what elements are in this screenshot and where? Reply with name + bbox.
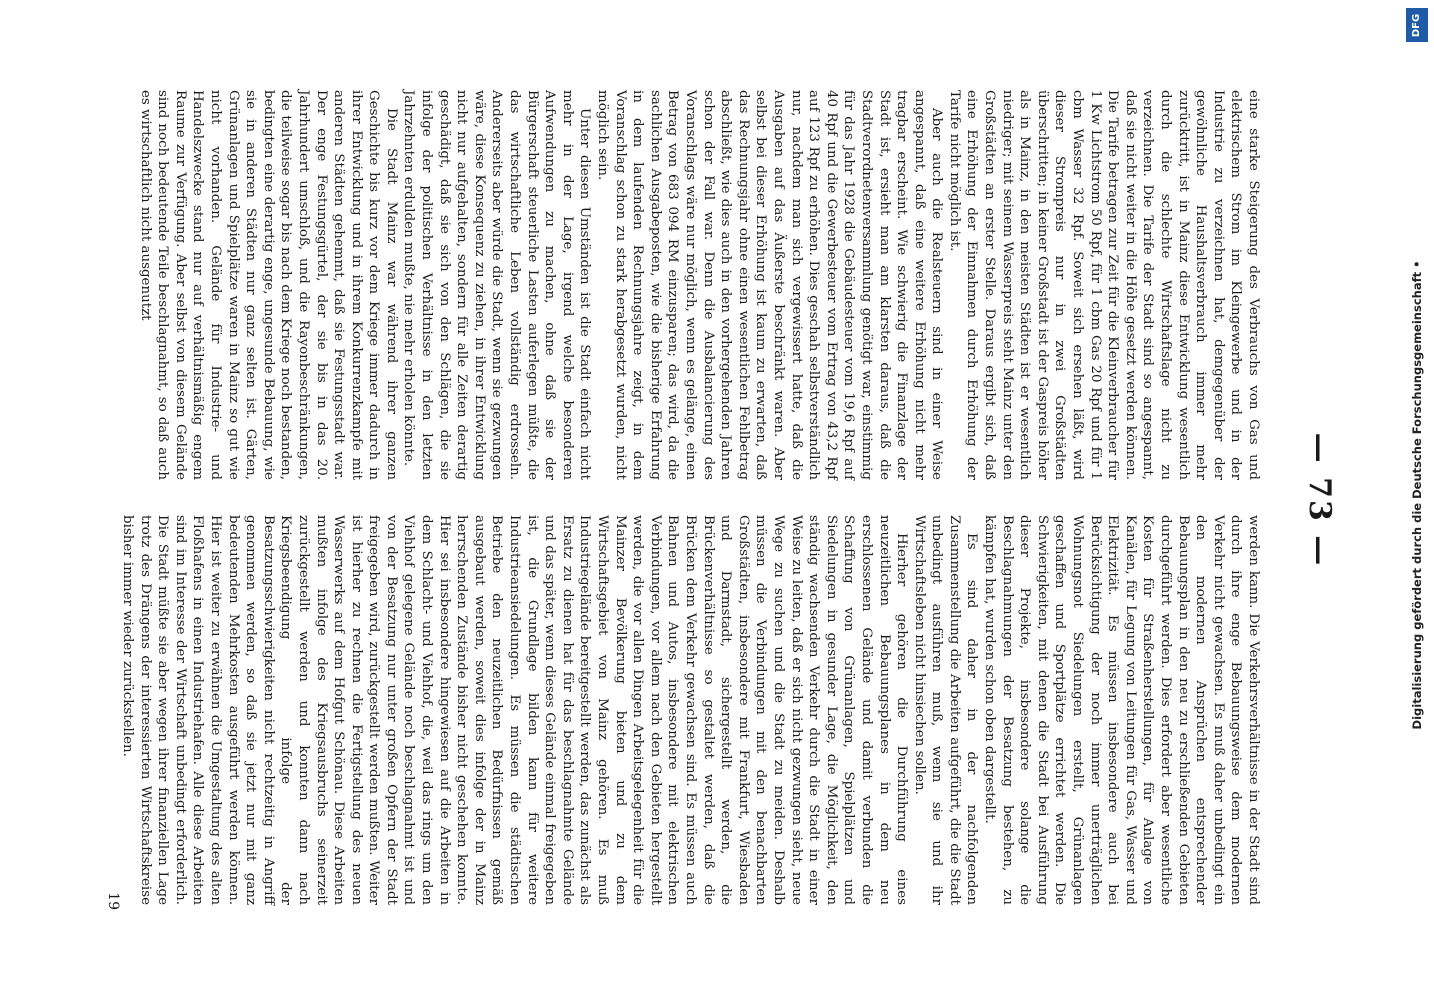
page-header: — 73 — — [1302, 432, 1337, 568]
folio-number: 19 — [105, 892, 121, 910]
paragraph: Aber auch die Realsteuern sind in einer Weise angespannt, daß eine weitere Erhöhung nicht mehr tragbar erscheint. Wie schwierig die Finanzlage der Stadt ist, ersieht man am klarsten daraus, daß die Stadtverordnetenversammlung genötigt war, einstimmig für das Jahr 1928 die Gebäudesteuer vom 19,6 Rpf auf 40 Rpf und die Gewerbesteuer vom Ertrag von 43,2 Rpf auf 123 Rpf zu erhöhen. Dies geschah selbstverständlich nur, nachdem man sich vergewissert hatte, daß die Ausgaben auf das Äußerste beschränkt waren. Aber selbst bei dieser Erhöhung ist kaum zu erwarten, daß das Rechnungsjahr ohne einen wesentlichen Fehlbetrag abschließt, wie dies auch in den vorhergehenden Jahren schon der Fall war. Denn die Ausbalancierung des Voranschlags wäre nur möglich, wenn es gelänge, einen Betrag von 683 094 RM einzusparen; das wird, da die sachlichen Ausgabeposten, wie die bisherige Erfahrung in dem laufenden Rechnungsjahre zeigt, in dem Voranschlag schon zu stark herabgesetzt wurden, nicht möglich sein. — [595, 90, 945, 480]
dfg-logo — [1406, 8, 1428, 42]
scanned-page — [77, 70, 1357, 930]
left-column — [136, 90, 1262, 480]
paragraph: eine starke Steigerung des Verbrauchs von Gas und elektrischem Strom im Kleingewerbe und in der Industrie zu verzeichnen hat, demgegenüber der gewöhnliche Haushaltsverbrauch immer mehr zurücktritt, ist in Mainz diese Entwicklung wesentlich durch die schlechte Wirtschaftslage nicht zu verzeichnen. Die Tarife der Stadt sind so angespannt, daß sie nicht weiter in die Höhe gesetzt werden können. Die Tarife betragen zur Zeit für die Kleinverbraucher für 1 Kw Lichtstrom 50 Rpf, für 1 cbm Gas 20 Rpf und für 1 cbm Wasser 32 Rpf. Soweit sich ersehen läßt, wird dieser Strompreis nur in zwei Großstädten überschritten; in keiner Großstadt ist der Gaspreis höher als in Mainz, in den meisten Städten ist er wesentlich niedriger; mit seinem Wasserpreis steht Mainz unter den Großstädten an erster Stelle. Daraus ergibt sich, daß eine Erhöhung der Einnahmen durch Erhöhung der Tarife nicht möglich ist. — [946, 90, 1261, 480]
digitization-sidebar — [1400, 0, 1434, 1000]
paragraph: Die Stadt Mainz war während ihrer ganzen Geschichte bis kurz vor dem Kriege immer dadurch in ihrer Entwicklung und in ihrem Konkurrenzkampfe mit anderen Städten gehemmt, daß sie Festungsstadt war. Der enge Festungsgürtel, der sie bis in das 20. Jahrhundert umschloß, und die Rayonbeschränkungen, die teilweise sogar bis nach dem Kriege noch bestanden, bedingten eine derartig enge, ungesunde Bebauung, wie sie in anderen Städten nur ganz selten ist. Gärten, Grünanlagen und Spielplätze waren in Mainz so gut wie nicht vorhanden. Gelände für Industrie- und Handelszwecke stand nur auf verhältnismäßig engem Raume zur Verfügung. Aber selbst von diesem Gelände sind noch bedeutende Teile beschlagnahmt, so daß auch es wirtschaftlich nicht ausgenutzt — [137, 90, 399, 480]
paragraph: Es sind daher in der nachfolgenden Zusammenstellung die Arbeiten aufgeführt, die die Stadt unbedingt ausführen muß, wenn sie und ihr Wirtschaftsleben nicht hinsiechen sollen. — [911, 515, 980, 905]
digitization-credit: Digitalisierung gefördert durch die Deutsche Forschungsgemeinschaft • — [1410, 260, 1424, 730]
paragraph: werden kann. Die Verkehrsverhältnisse in der Stadt sind durch ihre enge Bebauungsweise dem modernen Verkehr nicht gewachsen. Es muß daher unbedingt ein den modernen Ansprüchen entsprechender Bebauungsplan in den neu zu erschließenden Gebieten durchgeführt werden. Dies erfordert aber wesentliche Kosten für Straßenherstellungen, für Anlage von Kanälen, für Legung von Leitungen für Gas, Wasser und Elektrizität. Es müssen insbesondere auch bei Berücksichtigung der noch immer unerträglichen Wohnungsnot Siedelungen erstellt, Grünanlagen geschaffen und Sportplätze errichtet werden. Die Schwierigkeiten, mit denen die Stadt bei Ausführung dieser Projekte, insbesondere solange die Beschlagnahmungen der Besatzung bestehen, zu kämpfen hat, wurden schon oben dargestellt. — [982, 515, 1261, 905]
paragraph: Unter diesen Umständen ist die Stadt einfach nicht mehr in der Lage, irgend welche besonderen Aufwendungen zu machen, ohne daß sie der Bürgerschaft steuerliche Lasten auferlegen müßte, die das wirtschaftliche Leben vollständig erdrosseln. Andererseits aber würde die Stadt, wenn sie gezwungen wäre, diese Konsequenz zu ziehen, in ihrer Entwicklung nicht nur aufgehalten, sondern für alle Zeiten derartig geschädigt, daß sie sich von den Schlägen, die sie infolge der politischen Verhältnisse in den letzten Jahrzehnten erdulden mußte, nie mehr erholen könnte. — [401, 90, 593, 480]
dfg-logo-text: DFG — [1411, 13, 1423, 37]
paragraph: Hierher gehören die Durchführung eines neuzeitlichen Bebauungsplanes in dem neu erschlossenen Gelände und damit verbunden die Schaffung von Grünanlagen, Spielplätzen und Siedelungen in gesunder Lage, die Möglichkeit, den ständig wachsenden Verkehr durch die Stadt in einer Weise zu leiten, daß er sich nicht gezwungen sieht, neue Wege zu suchen und die Stadt zu meiden. Deshalb müssen die Verbindungen mit den benachbarten Großstädten, insbesondere mit Frankfurt, Wiesbaden und Darmstadt, sichergestellt werden, die Brückenverhältnisse so gestaltet werden, daß die Brücken dem Verkehr gewachsen sind. Es müssen auch Bahnen und Autos, insbesondere mit elektrischen Verbindungen, vor allem nach den Gebieten hergestellt werden, die vor allen Dingen Arbeitsgelegenheit für die Mainzer Bevölkerung bieten und zu dem Wirtschaftsgebiet von Mainz gehören. Es muß Industriegelände bereitgestellt werden, das zunächst als Ersatz zu dienen hat für das beschlagnahmte Gelände und das später, wenn dieses Gelände einmal freigegeben ist, die Grundlage bilden kann für weitere Industrieansiedelungen. Es müssen die städtischen Betriebe den neuzeitlichen Bedürfnissen gemäß ausgebaut werden, soweit dies infolge der in Mainz herrschenden Zustände bisher nicht geschehen konnte. Hier sei insbesondere hingewiesen auf die Arbeiten in dem Schlacht- und Viehhof, die, weil das rings um den Viehhof gelegene Gelände noch beschlagnahmt ist und von der Besatzung nur unter großen Opfern der Stadt freigegeben wird, zurückgestellt werden mußten. Weiter ist hierher zu rechnen die Fertigstellung des neuen Wasserwerks auf dem Hofgut Schönau. Diese Arbeiten mußten infolge des Kriegsausbruchs seinerzeit zurückgestellt werden und konnten dann nach Kriegsbeendigung infolge der Besatzungsschwierigkeiten nicht rechtzeitig in Angriff genommen werden, so daß sie jetzt nur mit ganz bedeutenden Mehrkosten ausgeführt werden können. Hier ist weiter zu erwähnen die Umgestaltung des alten Floßhafens in einen Industriehafen. Alle diese Arbeiten sind im Interesse der Wirtschaft unbedingt erforderlich. Die Stadt müßte sie aber wegen ihrer finanziellen Lage trotz des Drängens der interessierten Wirtschaftskreise bisher immer wieder zurückstellen. — [120, 515, 910, 905]
right-column — [118, 515, 1262, 905]
